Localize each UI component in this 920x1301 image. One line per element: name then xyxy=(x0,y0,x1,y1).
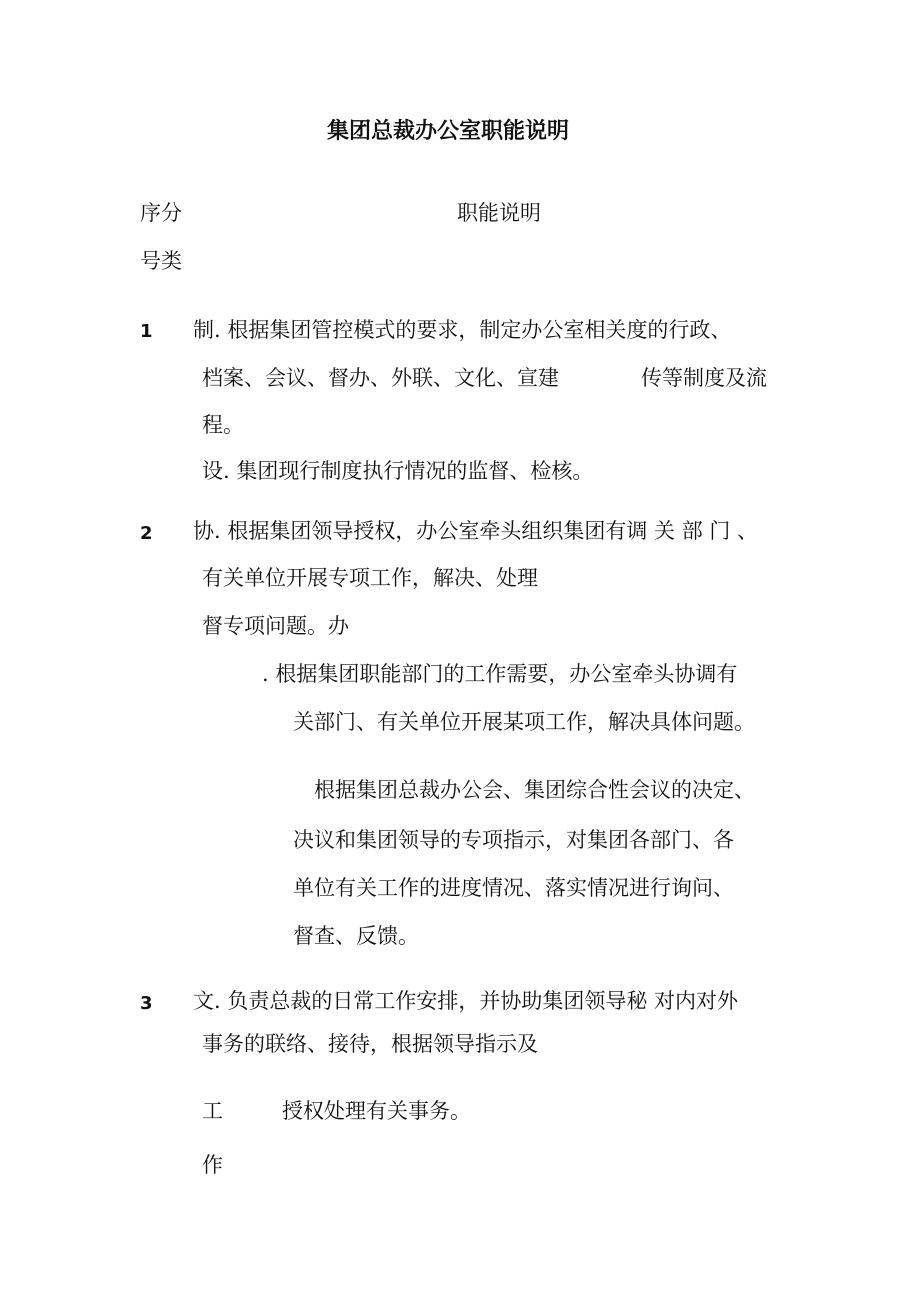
item-text-line: . 根据集团职能部门的工作需要，办公室牵头协调有 xyxy=(262,662,738,686)
item-text-line: 文. 负责总裁的日常工作安排，并协助集团领导秘 对内对外 xyxy=(193,989,739,1013)
item-text-line: 设. 集团现行制度执行情况的监督、检核。 xyxy=(202,459,594,483)
item-text-line: 工 xyxy=(202,1099,223,1123)
header-seq-category-line1: 序分 xyxy=(140,201,182,225)
item-number: 1 xyxy=(140,321,153,342)
item-text-line: 督专项问题。办 xyxy=(202,614,349,638)
item-text-line: 决议和集团领导的专项指示，对集团各部门、各 xyxy=(293,828,734,852)
item-text-line: 事务的联络、接待，根据领导指示及 xyxy=(202,1032,538,1056)
item-text-line: 作 xyxy=(202,1153,223,1177)
header-seq-category-line2: 号类 xyxy=(140,249,182,273)
item-text-line: 制. 根据集团管控模式的要求，制定办公室相关度的行政、 xyxy=(193,318,732,342)
item-text-line: 程。 xyxy=(202,413,244,437)
item-text-line: 督查、反馈。 xyxy=(293,924,419,948)
item-text-line: 档案、会议、督办、外联、文化、宣建 xyxy=(202,366,559,390)
item-text-line: 根据集团总裁办公会、集团综合性会议的决定、 xyxy=(314,778,755,802)
item-number: 3 xyxy=(140,993,153,1014)
item-text-line: 单位有关工作的进度情况、落实情况进行询问、 xyxy=(293,876,734,900)
document-title: 集团总裁办公室职能说明 xyxy=(327,119,570,144)
header-function-description: 职能说明 xyxy=(457,201,541,225)
item-text-line: 授权处理有关事务。 xyxy=(282,1099,471,1123)
item-text-line: 传等制度及流 xyxy=(641,366,767,390)
item-number: 2 xyxy=(140,523,153,544)
item-text-line: 协. 根据集团领导授权，办公室牵头组织集团有调 关 部 门 、 xyxy=(193,519,759,543)
item-text-line: 关部门、有关单位开展某项工作，解决具体问题。 xyxy=(293,710,755,734)
item-text-line: 有关单位开展专项工作，解决、处理 xyxy=(202,566,538,590)
